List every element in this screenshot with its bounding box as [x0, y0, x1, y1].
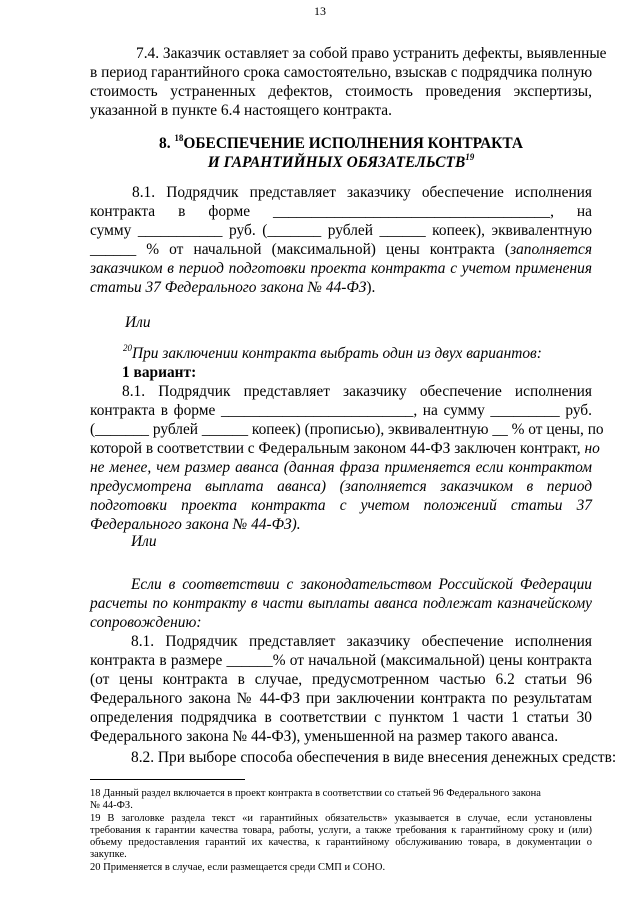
p81b-line: которой в соответствии с Федеральным законом 44-ФЗ заключен контракт, но: [90, 440, 600, 457]
p81a-line: 8.1. Подрядчик представляет заказчику обеспечение исполнения: [132, 184, 592, 201]
p81c-line: определения подрядчика в соответствии с пунктом 1 части 1 статьи 30: [90, 709, 592, 726]
p81c-line: Федерального закона № 44-ФЗ при заключении контракта по результатам: [90, 690, 592, 707]
p81b-line: 8.1. Подрядчик представляет заказчику обеспечение исполнения: [122, 383, 592, 400]
footnote-19: закупке.: [90, 849, 127, 860]
page-number: 13: [314, 4, 326, 18]
variant-1-label: 1 вариант:: [122, 364, 197, 381]
section-heading-line1: 8. $^{18}$ОБЕСПЕЧЕНИЕ ИСПОЛНЕНИЯ КОНТРАКТА: [159, 132, 523, 152]
p74-line: указанной в пункте 6.4 настоящего контракта.: [90, 102, 392, 119]
p81b-line: не менее, чем размер аванса (данная фраза применяется если контрактом: [90, 459, 592, 476]
p81b-line: подготовки проекта контракта с учетом положений статьи 37: [90, 497, 592, 514]
p81b-line: предусмотрена выплата аванса) (заполняется заказчиком в период: [90, 478, 592, 495]
footnote-19: 19 В заголовке раздела текст «и гарантийных обязательств» указывается в случае, если установлены: [90, 813, 592, 824]
p81a-line: контракта в форме ____________________________________, на: [90, 203, 592, 220]
p81a-line: заказчиком в период подготовки проекта контракта с учетом применения: [90, 260, 592, 277]
p81a-line: сумму ___________ руб. (_______ рублей ______ копеек), эквивалентную: [90, 222, 592, 239]
footnote-18: № 44-ФЗ.: [90, 800, 133, 811]
or-label: Или: [125, 314, 151, 331]
p81c-line: (от цены контракта в случае, предусмотренном частью 6.2 статьи 96: [90, 671, 592, 688]
condition-line: Если в соответствии с законодательством Российской Федерации: [131, 576, 592, 593]
p81b-line: контракта в форме _________________________, на сумму _________ руб.: [90, 402, 592, 419]
section-heading-line2: И ГАРАНТИЙНЫХ ОБЯЗАТЕЛЬСТВ$^{19}$: [207, 151, 475, 171]
or-label: Или: [131, 533, 157, 550]
choose-variant-note: $^{20}$При заключении контракта выбрать один из двух вариантов:: [123, 342, 542, 362]
footnote-18: 18 Данный раздел включается в проект контракта в соответствии со статьей 96 Федерального закона: [90, 788, 541, 799]
footnote-separator: [90, 779, 245, 780]
p82-line: 8.2. При выборе способа обеспечения в виде внесения денежных средств:: [131, 749, 617, 766]
p74-line: 7.4. Заказчик оставляет за собой право устранить дефекты, выявленные: [136, 45, 607, 62]
p81a-line: ______ % от начальной (максимальной) цены контракта (заполняется: [90, 241, 592, 258]
p81c-line: 8.1. Подрядчик представляет заказчику обеспечение исполнения: [131, 633, 592, 650]
footnote-19: требования к гарантии качества товара, работы, услуги, а также требования к гарантийному сроку и (или): [90, 825, 592, 836]
p74-line: стоимость устраненных дефектов, стоимость проведения экспертизы,: [90, 83, 592, 100]
p81a-line: статьи 37 Федерального закона № 44-ФЗ).: [90, 279, 376, 296]
condition-line: расчеты по контракту в части выплаты аванса подлежат казначейскому: [90, 595, 592, 612]
p74-line: в период гарантийного срока самостоятельно, взыскав с подрядчика полную: [90, 64, 593, 81]
p81b-line: (_______ рублей ______ копеек) (прописью), эквивалентную __ % от цены, по: [90, 421, 604, 438]
footnote-20: 20 Применяется в случае, если размещается среди СМП и СОНО.: [90, 862, 386, 873]
footnote-19: объему предоставления гарантий их качества, к гарантийному обслуживанию товара, в документации о: [90, 837, 592, 848]
p81c-line: контракта в размере ______% от начальной (максимальной) цены контракта: [90, 652, 592, 669]
p81c-line: Федерального закона № 44-ФЗ), уменьшенной на размер такого аванса.: [90, 728, 559, 745]
condition-line: сопровождению:: [90, 614, 202, 631]
p81b-line: Федерального закона № 44-ФЗ).: [90, 516, 301, 533]
